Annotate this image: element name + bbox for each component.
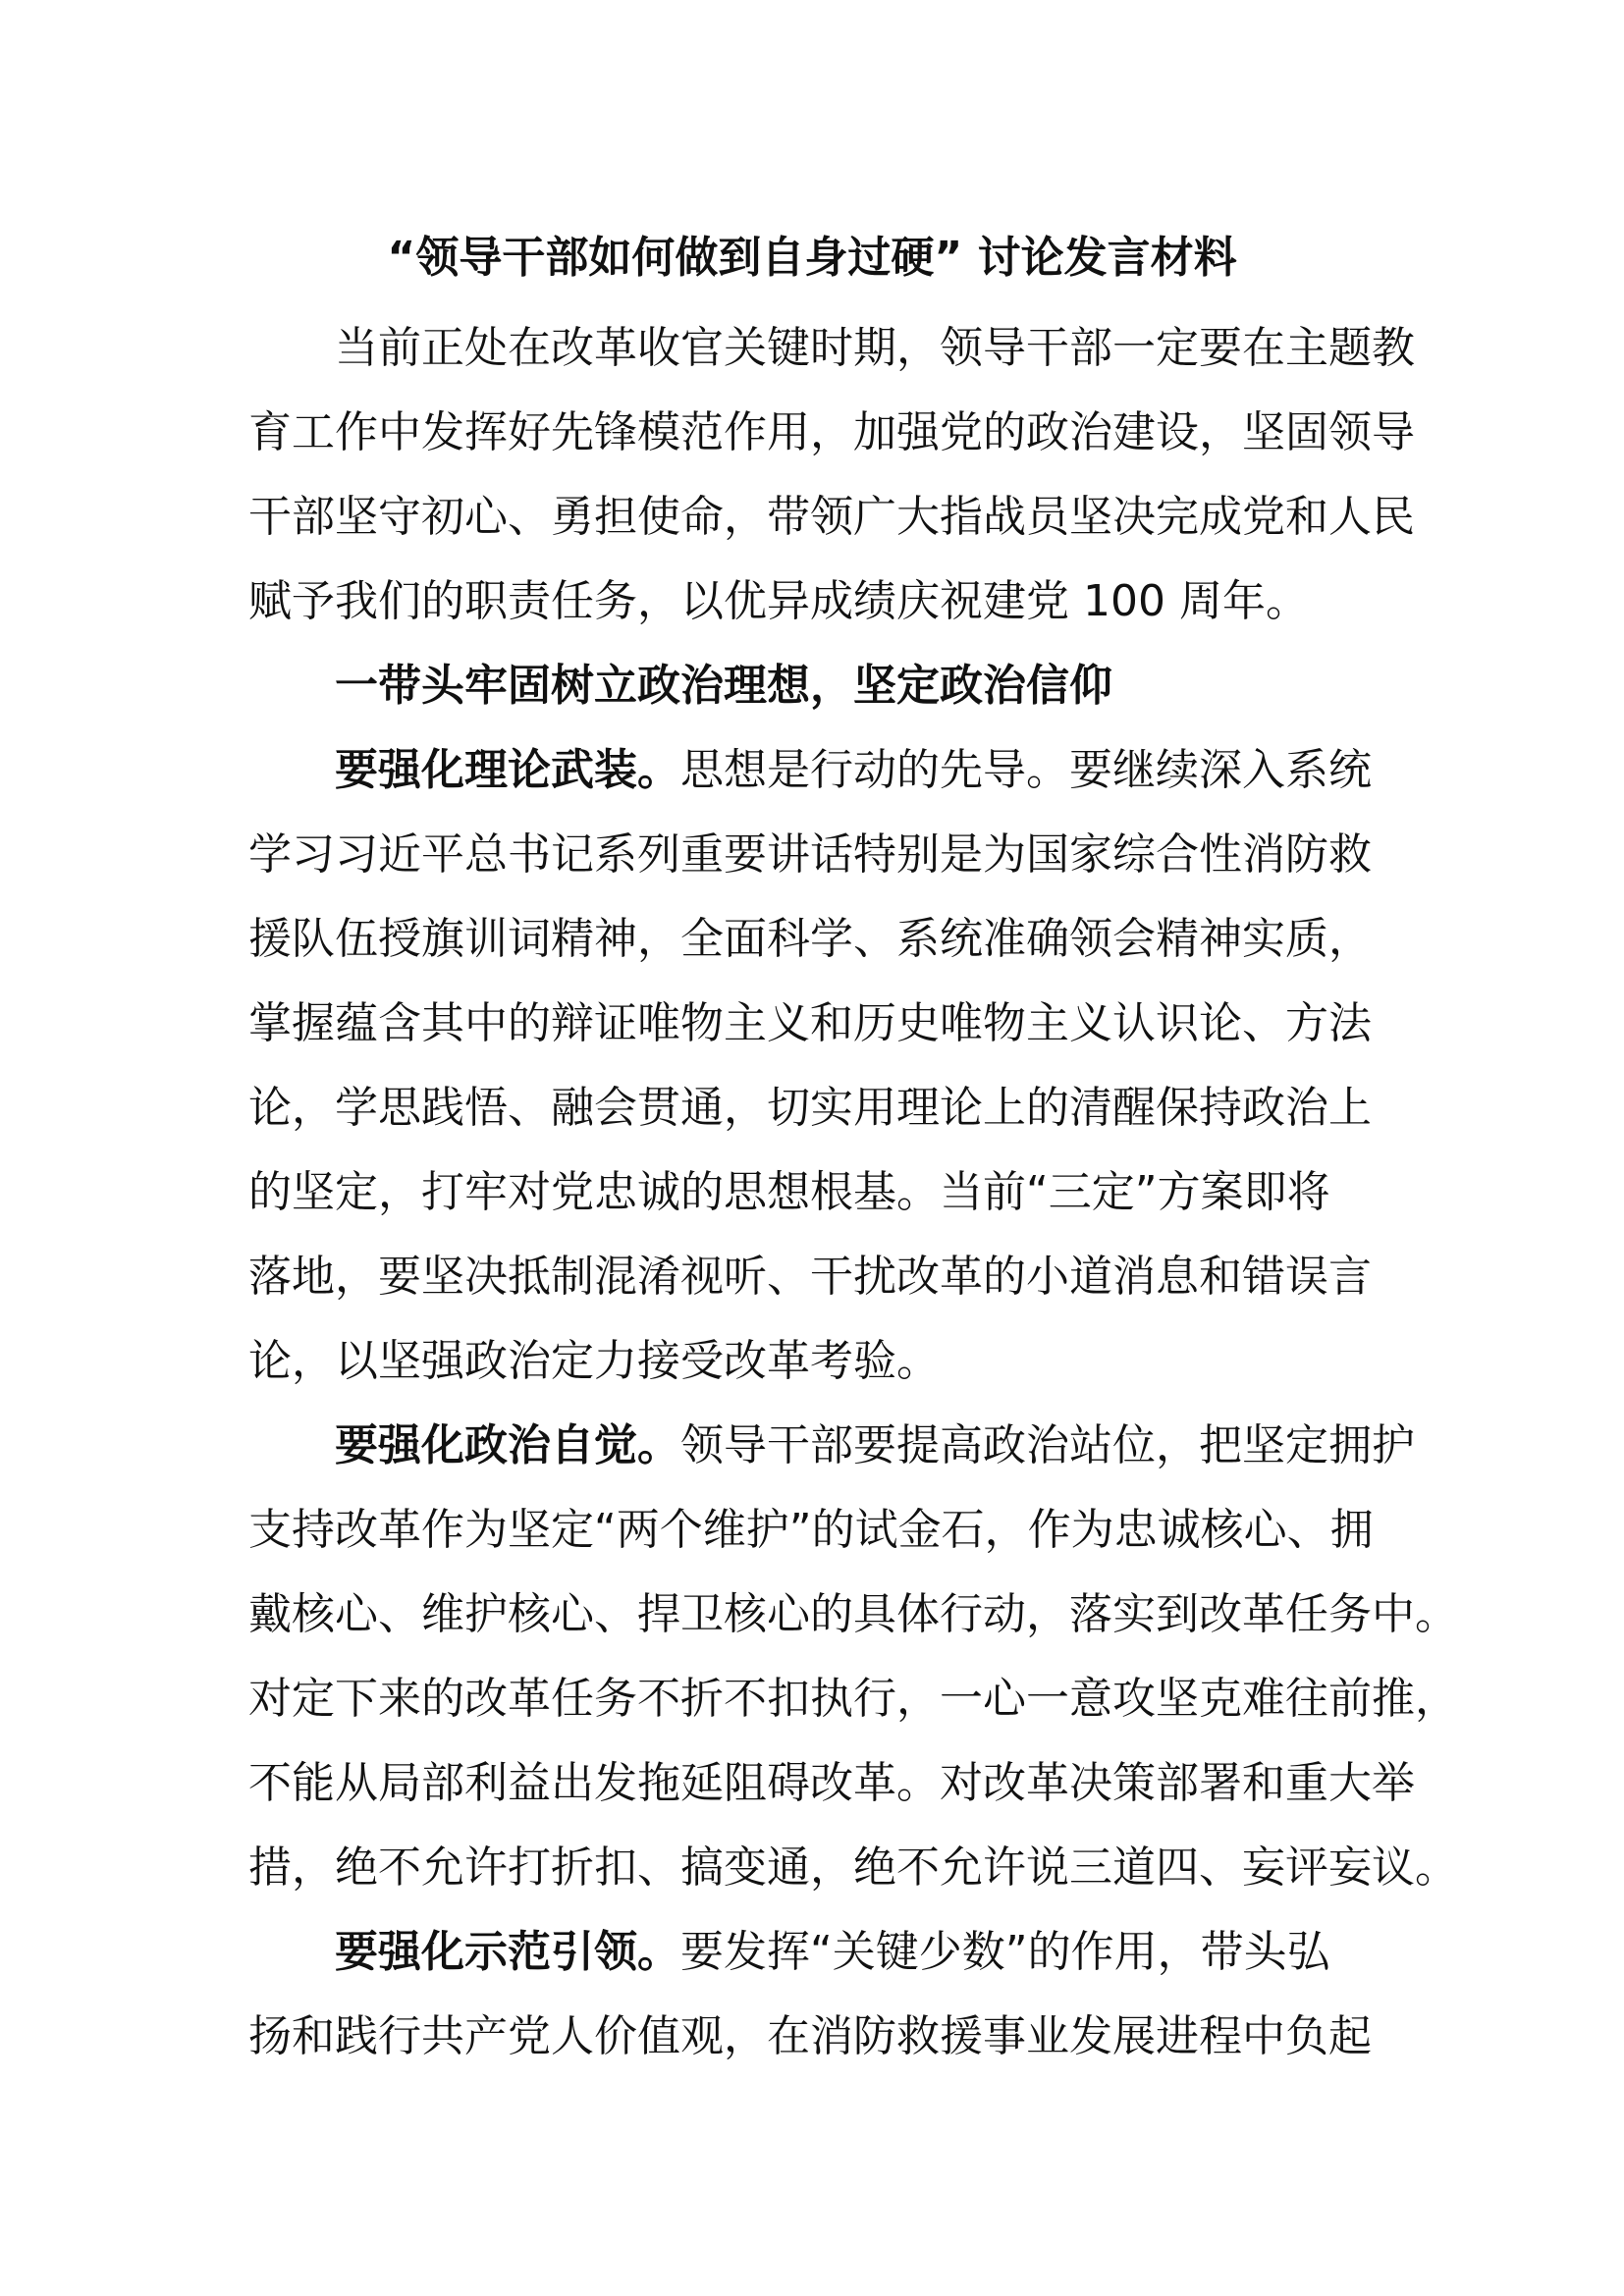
paragraph-line: 援队伍授旗训词精神，全面科学、系统准确领会精神实质， [248, 914, 1372, 964]
paragraph-line [335, 1404, 1415, 1488]
paragraph-line: 赋予我们的职责任务，以优异成绩庆祝建党 100 周年。 [248, 576, 1309, 626]
paragraph-subhead: 要强化示范引领。 [335, 1927, 680, 1977]
paragraph-subhead: 要强化理论武装。 [335, 745, 680, 795]
paragraph-line: 论，以坚强政治定力接受改革考验。 [248, 1336, 940, 1386]
paragraph-line: 对定下来的改革任务不折不扣执行，一心一意攻坚克难往前推， [248, 1674, 1458, 1724]
paragraph-line: 支持改革作为坚定“两个维护”的试金石，作为忠诚核心、拥 [248, 1505, 1374, 1555]
paragraph-line: 措，绝不允许打折扣、搞变通，绝不允许说三道四、妄评妄议。 [248, 1842, 1458, 1893]
paragraph-text: 思想是行动的先导。要继续深入系统 [680, 745, 1372, 795]
paragraph-line: 学习习近平总书记系列重要讲话特别是为国家综合性消防救 [248, 829, 1372, 880]
paragraph-line: 干部坚守初心、勇担使命，带领广大指战员坚决完成党和人民 [248, 492, 1415, 542]
paragraph-line [335, 1910, 1387, 1995]
paragraph-line: 育工作中发挥好先锋模范作用，加强党的政治建设，坚固领导 [248, 407, 1415, 457]
section-heading: 一带头牢固树立政治理想，坚定政治信仰 [335, 661, 1112, 711]
paragraph-line: 的坚定，打牢对党忠诚的思想根基。当前“三定”方案即将 [248, 1167, 1330, 1217]
paragraph-text: 要发挥“关键少数”的作用，带头弘 [680, 1927, 1330, 1977]
paragraph-subhead: 要强化政治自觉。 [335, 1420, 680, 1470]
paragraph-line: 不能从局部利益出发拖延阻碍改革。对改革决策部署和重大举 [248, 1758, 1415, 1808]
paragraph-line: 扬和践行共产党人价值观，在消防救援事业发展进程中负起 [248, 2011, 1372, 2061]
paragraph-line: 论，学思践悟、融会贯通，切实用理论上的清醒保持政治上 [248, 1083, 1372, 1133]
document-title: “领导干部如何做到自身过硬” 讨论发言材料 [387, 233, 1237, 283]
paragraph-line: 戴核心、维护核心、捍卫核心的具体行动，落实到改革任务中。 [248, 1589, 1458, 1639]
paragraph-text: 领导干部要提高政治站位，把坚定拥护 [680, 1420, 1415, 1470]
paragraph-line: 当前正处在改革收官关键时期，领导干部一定要在主题教 [335, 323, 1415, 373]
paragraph-line: 掌握蕴含其中的辩证唯物主义和历史唯物主义认识论、方法 [248, 998, 1372, 1048]
paragraph-line [335, 728, 1387, 813]
paragraph-line: 落地，要坚决抵制混淆视听、干扰改革的小道消息和错误言 [248, 1252, 1372, 1302]
